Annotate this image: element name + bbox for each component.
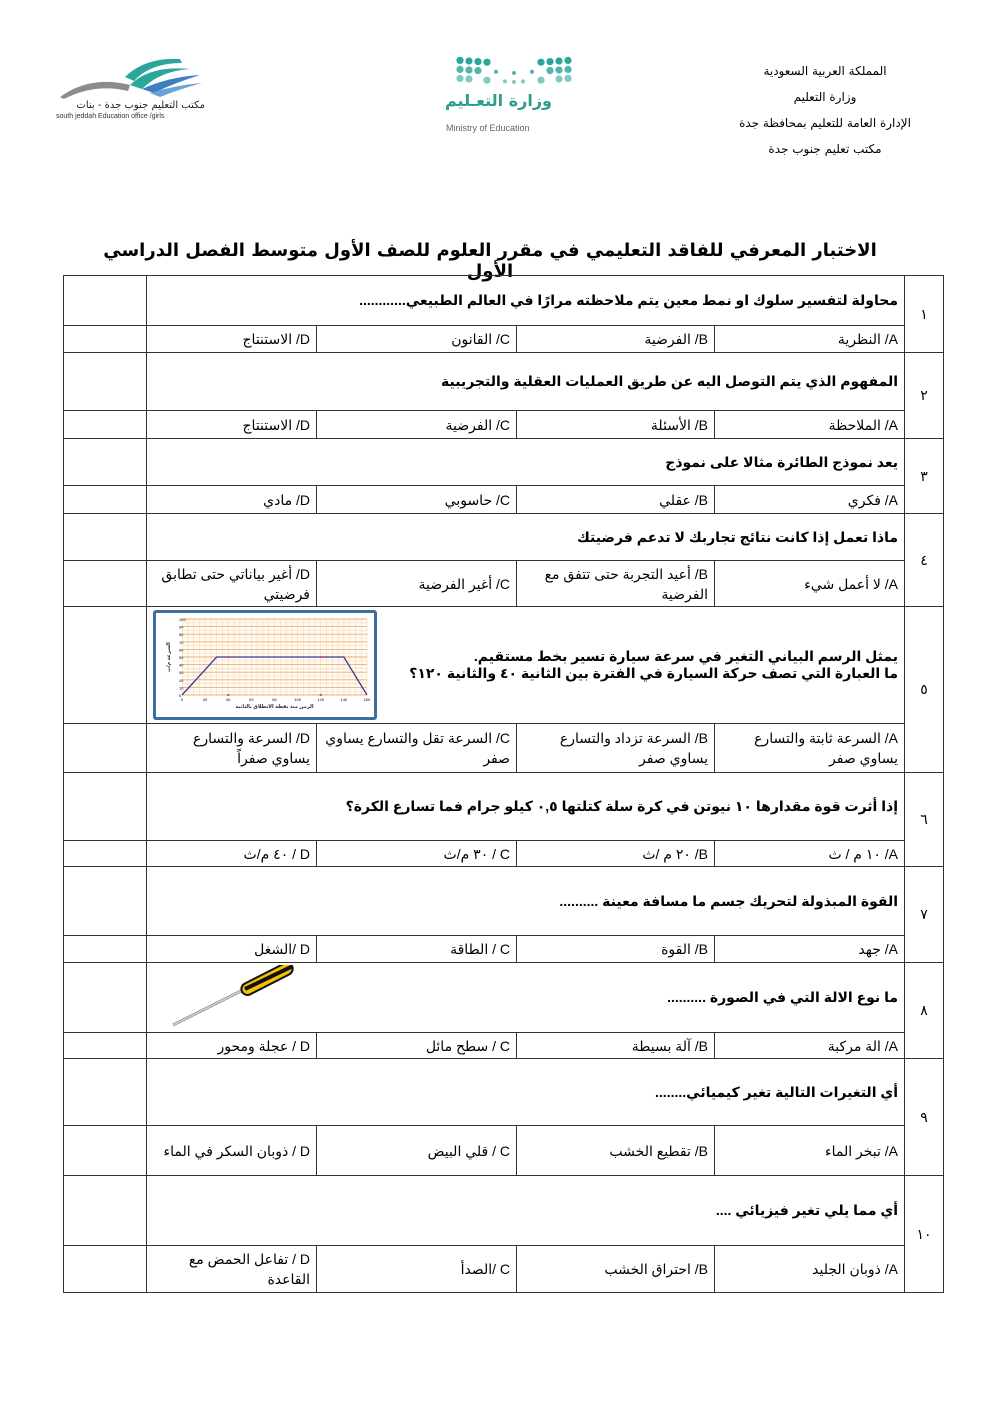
book-wings-icon [50,55,210,103]
y-tick-label: 20 [179,677,184,683]
question-number: ٨ [905,963,944,1059]
header-line: المملكة العربية السعودية [763,64,887,78]
logo-dot [465,57,472,64]
question-number: ٣ [905,439,944,514]
office-tagline-en: south jeddah Education office /girls [56,113,165,120]
question-text-cell: القوة المبذولة لتحريك جسم ما مسافة معينة .......... [147,867,905,936]
data-marker [320,694,322,696]
logo-dot [483,59,490,66]
logo-dot [537,59,544,66]
x-tick-label: 120 [317,697,325,702]
options-row [64,841,944,867]
question-text-cell: يعد نموذج الطائرة مثالا على نموذج [147,439,905,486]
ministry-header [700,58,950,162]
question-text-cell: أي التغيرات التالية تغير كيميائي........ [147,1059,905,1126]
y-tick-label: 40 [179,662,184,668]
question-row [64,867,944,936]
x-axis-label: الزمن منذ نقطة الانطلاق بالثانية [235,704,314,710]
question-text-line: ما العبارة التي تصف حركة السيارة في الفترة بين الثانية ٤٠ والثانية ١٢٠؟ [409,665,899,681]
exam-title: الاختبار المعرفي للفاقد التعليمي في مقرر العلوم للصف الأول متوسط الفصل الدراسي الأول [103,240,877,282]
options-row [64,486,944,514]
score-cell [64,867,147,936]
question-text-cell: محاولة لتفسير سلوك او نمط معين يتم ملاحظته مرارًا في العالم الطبيعي............ [147,276,905,326]
option-a[interactable]: A/ الة مركبة [715,1033,905,1059]
y-tick-label: 50 [179,655,184,660]
logo-dot [483,77,490,84]
question-number: ٤ [905,514,944,607]
option-c[interactable]: C / الطاقة [317,936,517,963]
ministry-of-education-logo [440,55,600,145]
option-b[interactable]: B/ ٢٠ م /ث [517,841,715,867]
header-line: مكتب تعليم جنوب جدة [768,142,882,156]
x-tick-label: 80 [272,697,277,702]
options-row [64,1246,944,1293]
score-cell [64,963,147,1033]
x-tick-label: 40 [226,697,231,702]
logo-dot [474,58,481,65]
speed-time-chart [153,610,377,720]
header-line: الإدارة العامة للتعليم بمحافظة جدة [739,116,911,130]
screwdriver-icon [153,965,303,1031]
option-d[interactable]: D/ السرعة والتسارع يساوي صفراً [147,724,317,773]
question-number: ٩ [905,1059,944,1176]
y-tick-label: 30 [179,670,184,676]
question-text: ما نوع الالة التي في الصورة .......... [667,989,899,1005]
y-tick-label: 10 [179,685,184,691]
score-cell [64,1176,147,1246]
logo-dot [512,80,516,84]
question-text-cell [147,963,905,1033]
logo-dot [512,71,516,75]
x-tick-label: 140 [340,697,348,702]
option-a[interactable]: A/ ١٠ م / ث [715,841,905,867]
logo-dot [530,70,534,74]
option-b[interactable]: B/ آلة بسيطة [517,1033,715,1059]
option-c[interactable]: C/ حاسوبي [317,486,517,514]
score-cell [64,936,147,963]
question-row [64,514,944,561]
option-d[interactable]: D/ مادي [147,486,317,514]
options-row [64,561,944,607]
data-marker [320,656,322,658]
logo-dot [555,75,562,82]
option-a[interactable]: A/ لا أعمل شيء [715,561,905,607]
question-text-line: يمثل الرسم البياني التغير في سرعة سيارة تسير بخط مستقيم. [473,648,899,664]
option-c[interactable]: C/ القانون [317,326,517,353]
y-tick-label: 60 [179,647,184,653]
question-row [64,773,944,841]
question-text [409,648,898,682]
question-number: ٢ [905,353,944,439]
question-number: ٥ [905,607,944,773]
y-tick-label: 100 [179,617,186,622]
header-line: وزارة التعليم [793,90,857,104]
y-tick-label: 90 [179,624,184,630]
option-c[interactable]: C /الصدأ [317,1246,517,1293]
option-b[interactable]: B/ الفرضية [517,326,715,353]
option-b[interactable]: B/ أعيد التجربة حتى تتفق مع الفرضية [517,561,715,607]
option-d[interactable]: D / تفاعل الحمض مع القاعدة [147,1246,317,1293]
y-tick-label: 0 [179,693,182,698]
exam-table [63,275,944,1293]
y-tick-label: 70 [179,639,184,645]
question-row [64,1176,944,1246]
option-c[interactable]: C/ الفرضية [317,411,517,439]
option-a[interactable]: A/ الملاحظة [715,411,905,439]
question-number: ١ [905,276,944,353]
option-c[interactable]: C/ أغير الفرضية [317,561,517,607]
score-cell [64,773,147,841]
option-d[interactable]: D /الشغل [147,936,317,963]
option-a[interactable]: A/ فكري [715,486,905,514]
logo-dot [564,66,571,73]
question-row [64,607,944,724]
options-row [64,936,944,963]
score-cell [64,1033,147,1059]
option-a[interactable]: A/ السرعة ثابتة والتسارع يساوي صفر [715,724,905,773]
option-a[interactable]: A/ جهد [715,936,905,963]
logo-dot [537,77,544,84]
score-cell [64,326,147,353]
logo-dot [456,57,463,64]
logo-dot [564,57,571,64]
option-d[interactable]: D / عجلة ومحور [147,1033,317,1059]
question-text-cell: ماذا تعمل إذا كانت نتائج تجاربك لا تدعم فرضيتك [147,514,905,561]
options-row [64,411,944,439]
x-tick-label: 160 [363,697,371,702]
logo-dot [465,75,472,82]
y-axis-label: السرعة م/ث [166,642,172,672]
options-row [64,1126,944,1176]
question-row [64,1059,944,1126]
score-cell [64,514,147,561]
question-row [64,353,944,411]
option-d[interactable]: D/ أغير بياناتي حتى تطابق فرضيتي [147,561,317,607]
options-row [64,1033,944,1059]
data-marker [227,656,229,658]
logo-dot [564,75,571,82]
chart-plot [162,613,374,711]
score-cell [64,353,147,411]
question-number: ١٠ [905,1176,944,1293]
option-b[interactable]: B/ السرعة تزداد والتسارع يساوي صفر [517,724,715,773]
logo-dot [456,66,463,73]
option-a[interactable]: A/ النظرية [715,326,905,353]
option-a[interactable]: A/ ذوبان الجليد [715,1246,905,1293]
option-d[interactable]: D / ذوبان السكر في الماء [147,1126,317,1176]
score-cell [64,1246,147,1293]
logo-dot [555,66,562,73]
question-number: ٧ [905,867,944,963]
option-b[interactable]: B/ تقطيع الخشب [517,1126,715,1176]
options-row [64,724,944,773]
logo-dot [503,79,507,83]
office-tagline-ar: مكتب التعليم جنوب جدة - بنات [76,100,205,111]
score-cell [64,724,147,773]
option-c[interactable]: C/ السرعة تقل والتسارع يساوي صفر [317,724,517,773]
score-cell [64,439,147,486]
options-row [64,326,944,353]
option-c[interactable]: C / قلي البيض [317,1126,517,1176]
option-b[interactable]: B/ احتراق الخشب [517,1246,715,1293]
score-cell [64,607,147,724]
logo-dot [456,75,463,82]
logo-dot [521,79,525,83]
option-a[interactable]: A/ تبخر الماء [715,1126,905,1176]
option-b[interactable]: B/ الأسئلة [517,411,715,439]
question-text-cell: المفهوم الذي يتم التوصل اليه عن طريق العمليات العقلية والتجريبية [147,353,905,411]
score-cell [64,276,147,326]
question-row [64,963,944,1033]
score-cell [64,1059,147,1126]
logo-dot [555,57,562,64]
dots-pattern-icon [440,55,600,91]
logo-dot [494,70,498,74]
score-cell [64,1126,147,1176]
logo-dot [474,67,481,74]
option-b[interactable]: B/ عقلي [517,486,715,514]
score-cell [64,841,147,867]
option-d[interactable]: D/ الاستنتاج [147,411,317,439]
option-d[interactable]: D/ الاستنتاج [147,326,317,353]
option-d[interactable]: D / ٤٠ م/ث [147,841,317,867]
south-jeddah-office-logo [50,55,210,125]
score-cell [64,486,147,514]
ministry-name-en: Ministry of Education [446,123,530,133]
logo-dot [546,67,553,74]
option-b[interactable]: B/ القوة [517,936,715,963]
option-c[interactable]: C / ٣٠ م/ث [317,841,517,867]
x-tick-label: 60 [249,697,254,702]
question-number: ٦ [905,773,944,867]
question-text-cell: أي مما يلي تغير فيزيائي .... [147,1176,905,1246]
question-row [64,439,944,486]
x-tick-label: 20 [202,697,208,702]
score-cell [64,561,147,607]
logo-dot [546,58,553,65]
x-tick-label: 100 [294,697,301,702]
ministry-name-ar: وزارة التعـليم [445,91,552,110]
score-cell [64,411,147,439]
question-text-cell [147,607,905,724]
data-marker [227,694,229,696]
question-text-cell: إذا أثرت قوة مقدارها ١٠ نيوتن في كرة سلة كتلتها ٠,٥ كيلو جرام فما تسارع الكرة؟ [147,773,905,841]
x-tick-label: 0 [180,697,184,702]
y-tick-label: 80 [179,632,184,638]
question-row [64,276,944,326]
logo-dot [465,66,472,73]
option-c[interactable]: C / سطح مائل [317,1033,517,1059]
